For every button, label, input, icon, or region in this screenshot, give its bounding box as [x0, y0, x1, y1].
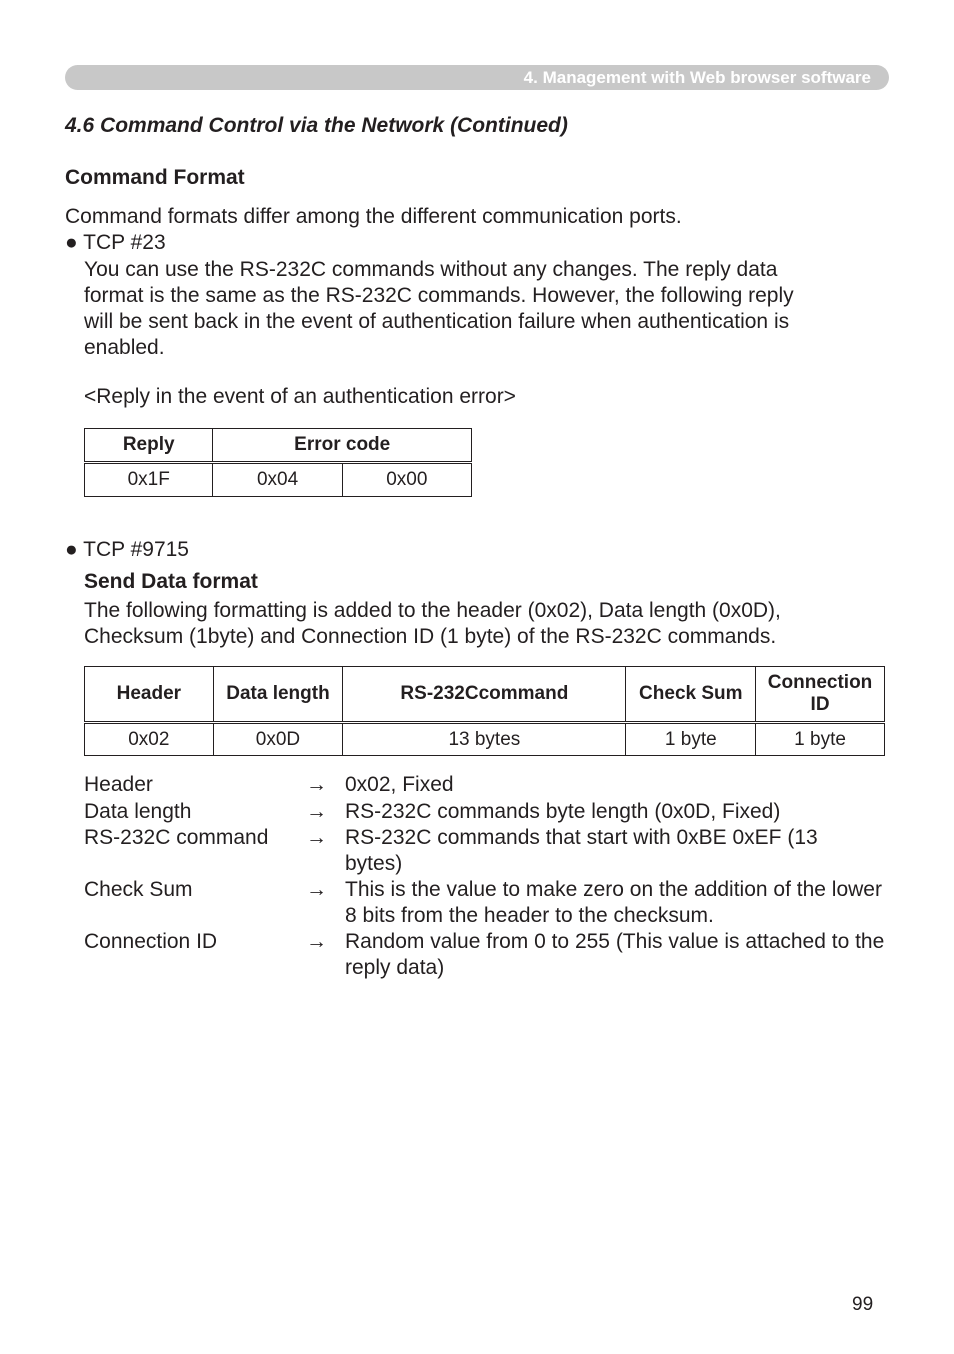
send-data-format-title: Send Data format [84, 570, 258, 593]
table-header-row [85, 429, 472, 463]
table-cell: 0x00 [342, 463, 471, 497]
chapter-header-text: 4. Management with Web browser software [523, 68, 871, 87]
send-data-format-table [84, 666, 885, 756]
definition-term: Data length [84, 800, 192, 823]
table-header-cell: Data length [213, 667, 343, 723]
right-arrow-icon: → [306, 930, 327, 953]
table-cell: 13 bytes [343, 723, 626, 756]
right-arrow-icon: → [306, 878, 327, 901]
tcp23-bullet: ● TCP #23 [65, 231, 166, 254]
chapter-header-bar [65, 65, 889, 90]
tcp23-paragraph-line: format is the same as the RS-232C commands. However, the following reply [84, 284, 794, 307]
table-row [85, 723, 885, 756]
definition-desc: This is the value to make zero on the addition of the lower 8 bits from the header to the checksum. [345, 878, 882, 927]
intro-text: Command formats differ among the different communication ports. [65, 205, 682, 228]
tcp9715-paragraph [84, 598, 781, 650]
command-format-title: Command Format [65, 166, 245, 189]
tcp9715-paragraph-line: Checksum (1byte) and Connection ID (1 byte) of the RS-232C commands. [84, 625, 777, 648]
table-header-cell: Connection ID [756, 667, 885, 723]
definition-desc: 0x02, Fixed [345, 773, 454, 796]
tcp9715-paragraph-line: The following formatting is added to the header (0x02), Data length (0x0D), [84, 599, 781, 622]
table-header-row [85, 667, 885, 723]
definition-desc: RS-232C commands that start with 0xBE 0xEF (13 bytes) [345, 826, 818, 875]
table-header-cell: Error code [213, 429, 472, 463]
table-row [85, 463, 472, 497]
tcp9715-bullet: ● TCP #9715 [65, 538, 189, 561]
section-title: 4.6 Command Control via the Network (Continued) [65, 114, 568, 137]
definition-term: Connection ID [84, 930, 218, 953]
table-header-cell: RS-232Ccommand [343, 667, 626, 723]
tcp23-paragraph-line: You can use the RS-232C commands without any changes. The reply data [84, 258, 778, 281]
table-cell: 1 byte [756, 723, 885, 756]
tcp23-paragraph-line: enabled. [84, 336, 165, 359]
definition-term: RS-232C command [84, 826, 269, 849]
table-cell: 1 byte [626, 723, 756, 756]
table-cell: 0x02 [85, 723, 214, 756]
page-number: 99 [852, 1294, 874, 1315]
auth-error-table [84, 428, 472, 497]
table-header-cell: Header [85, 667, 214, 723]
definition-desc: RS-232C commands byte length (0x0D, Fixed) [345, 800, 781, 823]
definition-desc: Random value from 0 to 255 (This value is attached to the reply data) [345, 930, 885, 979]
tcp23-paragraph [84, 257, 794, 361]
definition-term: Header [84, 773, 153, 796]
table-cell: 0x1F [85, 463, 213, 497]
right-arrow-icon: → [306, 826, 327, 849]
tcp23-paragraph-line: will be sent back in the event of authentication failure when authentication is [84, 310, 790, 333]
table-cell: 0x04 [213, 463, 342, 497]
auth-error-caption: <Reply in the event of an authentication error> [84, 385, 516, 408]
right-arrow-icon: → [306, 800, 327, 823]
definition-term: Check Sum [84, 878, 193, 901]
table-cell: 0x0D [213, 723, 343, 756]
right-arrow-icon: → [306, 773, 327, 796]
table-header-cell: Reply [85, 429, 213, 463]
table-header-cell: Check Sum [626, 667, 756, 723]
